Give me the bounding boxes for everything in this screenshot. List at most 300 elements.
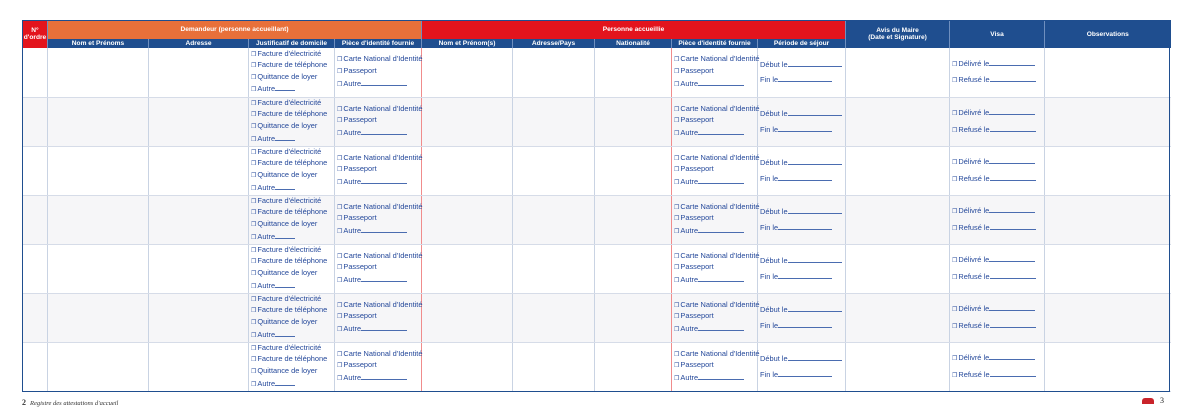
avis-maire-cell[interactable] (846, 48, 950, 97)
checkbox-icon[interactable]: ❐ (952, 159, 958, 166)
piece-accueillie-option-label: Autre (680, 225, 699, 235)
piece-demandeur-cell (335, 195, 422, 244)
piece-demandeur-option-label: Passeport (343, 164, 377, 174)
checkbox-icon[interactable]: ❐ (337, 155, 343, 162)
nom-prenom-accueillie-cell[interactable] (422, 293, 513, 342)
nom-prenom-accueillie-cell[interactable] (422, 342, 513, 391)
piece-demandeur-other-line[interactable] (361, 176, 407, 184)
table-row (23, 195, 1171, 244)
justificatif-option (249, 60, 334, 72)
avis-maire-cell[interactable] (846, 293, 950, 342)
justificatif-cell (249, 48, 335, 97)
col-adresse: Adresse (149, 39, 249, 48)
checkbox-icon[interactable]: ❐ (337, 277, 343, 284)
checkbox-icon[interactable]: ❐ (337, 81, 343, 88)
justificatif-other-line[interactable] (275, 280, 295, 288)
visa-date-field[interactable] (990, 271, 1036, 279)
observations-cell[interactable] (1045, 146, 1171, 195)
checkbox-icon[interactable]: ❐ (952, 323, 958, 330)
piece-demandeur-other-line[interactable] (361, 127, 407, 135)
piece-accueillie-option (672, 152, 760, 165)
piece-accueillie-option-label: Carte National d'Identité (680, 54, 760, 64)
piece-accueillie-option (672, 176, 757, 189)
piece-accueillie-option (672, 274, 757, 287)
nom-prenom-accueillie-cell[interactable] (422, 244, 513, 293)
periode-line (758, 222, 845, 234)
nom-prenoms-cell[interactable] (48, 244, 149, 293)
checkbox-icon[interactable]: ❐ (952, 78, 958, 85)
checkbox-icon[interactable]: ❐ (251, 210, 257, 217)
piece-demandeur-option (335, 225, 421, 238)
piece-accueillie-option-label: Passeport (680, 164, 714, 174)
visa-date-field[interactable] (989, 156, 1035, 164)
piece-accueillie-cell (672, 97, 758, 146)
piece-accueillie-other-line[interactable] (698, 372, 744, 380)
checkbox-icon[interactable]: ❐ (952, 225, 958, 232)
adresse-cell[interactable] (149, 195, 249, 244)
justificatif-cell (249, 146, 335, 195)
piece-accueillie-other-line[interactable] (698, 225, 744, 233)
nom-prenoms-cell[interactable] (48, 97, 149, 146)
checkbox-icon[interactable]: ❐ (674, 265, 680, 272)
piece-accueillie-option-label: Autre (680, 274, 699, 284)
periode-line (758, 304, 845, 316)
justificatif-option-label: Quittance de loyer (257, 121, 318, 130)
visa-date-field[interactable] (989, 352, 1035, 360)
adresse-cell[interactable] (149, 146, 249, 195)
adresse-pays-cell[interactable] (513, 48, 595, 97)
checkbox-icon[interactable]: ❐ (674, 216, 680, 223)
checkbox-icon[interactable]: ❐ (674, 57, 680, 64)
order-number-cell[interactable] (23, 48, 48, 97)
justificatif-option-label: Facture d'électricité (257, 293, 322, 303)
avis-maire-cell[interactable] (846, 342, 950, 391)
visa-date-field[interactable] (990, 222, 1036, 230)
justificatif-option-label: Autre (257, 329, 276, 339)
piece-demandeur-other-line[interactable] (361, 323, 407, 331)
justificatif-option (249, 231, 334, 244)
piece-accueillie-other-line[interactable] (698, 176, 744, 184)
nom-prenoms-cell[interactable] (48, 146, 149, 195)
checkbox-icon[interactable]: ❐ (674, 81, 680, 88)
nationalite-cell[interactable] (595, 97, 672, 146)
justificatif-option (249, 317, 334, 329)
justificatif-option (249, 366, 334, 378)
piece-accueillie-other-line[interactable] (698, 78, 744, 86)
visa-line (950, 254, 1044, 267)
avis-maire-cell[interactable] (846, 244, 950, 293)
visa-cell (950, 97, 1045, 146)
piece-accueillie-option (672, 348, 760, 361)
nationalite-cell[interactable] (595, 244, 672, 293)
adresse-pays-cell[interactable] (513, 146, 595, 195)
checkbox-icon[interactable]: ❐ (251, 124, 257, 130)
accueillie-group-header: Personne accueillie (422, 20, 846, 39)
table-row (23, 244, 1171, 293)
piece-demandeur-other-line[interactable] (361, 372, 407, 380)
piece-demandeur-option (335, 349, 421, 361)
piece-accueillie-option-label: Carte National d'Identité (680, 201, 760, 211)
periode-date-field[interactable] (778, 74, 832, 82)
checkbox-icon[interactable]: ❐ (337, 179, 343, 186)
piece-demandeur-cell (335, 244, 422, 293)
checkbox-icon[interactable]: ❐ (251, 100, 257, 107)
checkbox-icon[interactable]: ❐ (674, 277, 680, 284)
checkbox-icon[interactable]: ❐ (674, 314, 680, 321)
checkbox-icon[interactable]: ❐ (251, 222, 257, 228)
periode-line (758, 369, 845, 381)
checkbox-icon[interactable]: ❐ (251, 308, 257, 315)
justificatif-option (249, 256, 334, 268)
adresse-cell[interactable] (149, 97, 249, 146)
piece-demandeur-option-label: Carte National d'Identité (343, 201, 423, 211)
nationalite-cell[interactable] (595, 293, 672, 342)
visa-header: Visa (950, 20, 1045, 48)
piece-accueillie-option (672, 54, 760, 66)
checkbox-icon[interactable]: ❐ (674, 68, 680, 75)
checkbox-icon[interactable]: ❐ (337, 363, 343, 370)
visa-date-field[interactable] (990, 74, 1036, 82)
visa-date-field[interactable] (990, 320, 1036, 328)
piece-accueillie-option (672, 311, 757, 323)
visa-label: Délivré le (958, 156, 990, 166)
nom-prenom-accueillie-cell[interactable] (422, 146, 513, 195)
checkbox-icon[interactable]: ❐ (337, 106, 343, 113)
piece-demandeur-option-label: Passeport (343, 213, 377, 223)
visa-cell (950, 293, 1045, 342)
register-table (22, 20, 1171, 392)
col-justificatif: Justificatif de domicile (249, 39, 335, 48)
periode-label: Début le (760, 255, 788, 265)
checkbox-icon[interactable]: ❐ (251, 161, 257, 168)
checkbox-icon[interactable]: ❐ (251, 51, 257, 58)
periode-label: Début le (760, 206, 788, 216)
visa-date-field[interactable] (989, 254, 1035, 262)
checkbox-icon[interactable]: ❐ (674, 253, 680, 260)
visa-cell (950, 244, 1045, 293)
periode-date-field[interactable] (788, 108, 842, 116)
piece-demandeur-other-line[interactable] (361, 78, 407, 86)
checkbox-icon[interactable]: ❐ (337, 118, 343, 125)
justificatif-option (249, 343, 334, 355)
piece-demandeur-option (335, 360, 421, 372)
visa-date-field[interactable] (990, 369, 1036, 377)
visa-date-field[interactable] (989, 107, 1035, 115)
checkbox-icon[interactable]: ❐ (251, 296, 257, 303)
checkbox-icon[interactable]: ❐ (337, 351, 343, 358)
piece-accueillie-option-label: Autre (680, 78, 699, 88)
piece-demandeur-other-line[interactable] (361, 225, 407, 233)
piece-accueillie-option-label: Autre (680, 127, 699, 137)
periode-date-field[interactable] (788, 206, 842, 214)
piece-accueillie-option (672, 103, 760, 116)
order-number-cell[interactable] (23, 195, 48, 244)
nationalite-cell[interactable] (595, 48, 672, 97)
periode-date-field[interactable] (778, 173, 832, 181)
checkbox-icon[interactable]: ❐ (952, 61, 958, 68)
justificatif-cell (249, 342, 335, 391)
checkbox-icon[interactable]: ❐ (674, 179, 680, 186)
periode-date-field[interactable] (778, 124, 832, 132)
col-piece-accueillie: Pièce d'identité fournie (672, 39, 758, 48)
nationalite-cell[interactable] (595, 195, 672, 244)
checkbox-icon[interactable]: ❐ (952, 257, 958, 264)
justificatif-option-label: Quittance de loyer (257, 170, 318, 179)
justificatif-option (249, 207, 334, 219)
checkbox-icon[interactable]: ❐ (337, 265, 343, 272)
avis-maire-cell[interactable] (846, 195, 950, 244)
checkbox-icon[interactable]: ❐ (251, 271, 257, 277)
order-number-cell[interactable] (23, 97, 48, 146)
visa-label: Délivré le (958, 352, 990, 362)
order-number-cell[interactable] (23, 293, 48, 342)
periode-cell (758, 293, 846, 342)
checkbox-icon[interactable]: ❐ (337, 375, 343, 382)
visa-date-field[interactable] (989, 205, 1035, 213)
checkbox-icon[interactable]: ❐ (337, 326, 343, 333)
checkbox-icon[interactable]: ❐ (337, 302, 343, 309)
checkbox-icon[interactable]: ❐ (674, 118, 680, 125)
checkbox-icon[interactable]: ❐ (251, 149, 257, 156)
checkbox-icon[interactable]: ❐ (952, 208, 958, 215)
periode-date-field[interactable] (788, 59, 842, 67)
nom-prenom-accueillie-cell[interactable] (422, 48, 513, 97)
piece-accueillie-cell (672, 146, 758, 195)
checkbox-icon[interactable]: ❐ (952, 355, 958, 362)
piece-accueillie-option-label: Autre (680, 372, 699, 382)
checkbox-icon[interactable]: ❐ (674, 302, 680, 309)
periode-label: Début le (760, 108, 788, 118)
visa-line (950, 124, 1044, 137)
footer-right (1142, 396, 1164, 405)
visa-line (950, 352, 1044, 365)
col-piece-demandeur: Pièce d'identité fournie (335, 39, 422, 48)
observations-cell[interactable] (1045, 97, 1171, 146)
checkbox-icon[interactable]: ❐ (952, 372, 958, 379)
checkbox-icon[interactable]: ❐ (952, 110, 958, 117)
nom-prenoms-cell[interactable] (48, 195, 149, 244)
piece-accueillie-option-label: Carte National d'Identité (680, 348, 760, 358)
justificatif-other-line[interactable] (275, 83, 295, 91)
checkbox-icon[interactable]: ❐ (251, 283, 257, 290)
visa-date-field[interactable] (989, 58, 1035, 66)
justificatif-other-line[interactable] (275, 133, 295, 141)
checkbox-icon[interactable]: ❐ (674, 130, 680, 137)
adresse-pays-cell[interactable] (513, 244, 595, 293)
checkbox-icon[interactable]: ❐ (251, 74, 257, 81)
checkbox-icon[interactable]: ❐ (674, 363, 680, 370)
periode-date-field[interactable] (778, 369, 832, 377)
nom-prenoms-cell[interactable] (48, 293, 149, 342)
periode-line (758, 124, 845, 136)
visa-line (950, 58, 1044, 71)
checkbox-icon[interactable]: ❐ (251, 357, 257, 364)
checkbox-icon[interactable]: ❐ (337, 57, 343, 64)
adresse-pays-cell[interactable] (513, 195, 595, 244)
adresse-pays-cell[interactable] (513, 293, 595, 342)
checkbox-icon[interactable]: ❐ (674, 167, 680, 174)
periode-date-field[interactable] (788, 353, 842, 361)
adresse-pays-cell[interactable] (513, 342, 595, 391)
visa-cell (950, 342, 1045, 391)
footer-left (22, 398, 118, 407)
piece-demandeur-option-label: Carte National d'Identité (343, 348, 423, 358)
visa-cell (950, 48, 1045, 97)
piece-demandeur-option-label: Passeport (343, 262, 377, 272)
justificatif-option-label: Quittance de loyer (257, 366, 318, 375)
justificatif-other-line[interactable] (275, 378, 295, 386)
justificatif-other-line[interactable] (275, 231, 295, 239)
checkbox-icon[interactable]: ❐ (674, 106, 680, 113)
piece-accueillie-option-label: Carte National d'Identité (680, 152, 760, 162)
checkbox-icon[interactable]: ❐ (337, 216, 343, 223)
checkbox-icon[interactable]: ❐ (251, 345, 257, 352)
checkbox-icon[interactable]: ❐ (251, 112, 257, 119)
order-number-cell[interactable] (23, 342, 48, 391)
checkbox-icon[interactable]: ❐ (251, 234, 257, 241)
checkbox-icon[interactable]: ❐ (674, 228, 680, 235)
observations-cell[interactable] (1045, 195, 1171, 244)
checkbox-icon[interactable]: ❐ (952, 306, 958, 313)
justificatif-option (249, 294, 334, 306)
periode-cell (758, 244, 846, 293)
periode-cell (758, 195, 846, 244)
justificatif-option-label: Autre (257, 84, 276, 94)
checkbox-icon[interactable]: ❐ (674, 155, 680, 162)
checkbox-icon[interactable]: ❐ (337, 253, 343, 260)
justificatif-other-line[interactable] (275, 329, 295, 337)
checkbox-icon[interactable]: ❐ (251, 247, 257, 254)
checkbox-icon[interactable]: ❐ (337, 167, 343, 174)
adresse-cell[interactable] (149, 293, 249, 342)
visa-label: Refusé le (958, 271, 990, 281)
justificatif-option-label: Facture de téléphone (257, 158, 328, 168)
checkbox-icon[interactable]: ❐ (337, 68, 343, 75)
periode-date-field[interactable] (778, 222, 832, 230)
periode-line (758, 59, 845, 71)
col-adresse-pays: Adresse/Pays (513, 39, 595, 48)
justificatif-cell (249, 195, 335, 244)
periode-date-field[interactable] (778, 271, 832, 279)
checkbox-icon[interactable]: ❐ (251, 185, 257, 192)
checkbox-icon[interactable]: ❐ (337, 228, 343, 235)
piece-demandeur-option (335, 202, 421, 214)
justificatif-option-label: Autre (257, 133, 276, 143)
checkbox-icon[interactable]: ❐ (337, 204, 343, 211)
nom-prenoms-cell[interactable] (48, 48, 149, 97)
table-row (23, 342, 1171, 391)
adresse-cell[interactable] (149, 48, 249, 97)
table-row (23, 293, 1171, 342)
nationalite-cell[interactable] (595, 342, 672, 391)
piece-demandeur-option (335, 54, 421, 66)
checkbox-icon[interactable]: ❐ (251, 332, 257, 339)
justificatif-option (249, 245, 334, 257)
checkbox-icon[interactable]: ❐ (337, 130, 343, 137)
checkbox-icon[interactable]: ❐ (674, 204, 680, 211)
visa-date-field[interactable] (990, 124, 1036, 132)
observations-cell[interactable] (1045, 244, 1171, 293)
checkbox-icon[interactable]: ❐ (251, 369, 257, 375)
checkbox-icon[interactable]: ❐ (952, 274, 958, 281)
periode-line (758, 255, 845, 267)
adresse-cell[interactable] (149, 342, 249, 391)
checkbox-icon[interactable]: ❐ (251, 63, 257, 70)
visa-date-field[interactable] (989, 303, 1035, 311)
col-periode: Période de séjour (758, 39, 846, 48)
adresse-cell[interactable] (149, 244, 249, 293)
justificatif-option-label: Facture d'électricité (257, 48, 322, 58)
justificatif-other-line[interactable] (275, 182, 295, 190)
piece-accueillie-other-line[interactable] (698, 127, 744, 135)
visa-date-field[interactable] (990, 173, 1036, 181)
checkbox-icon[interactable]: ❐ (251, 381, 257, 388)
checkbox-icon[interactable]: ❐ (337, 314, 343, 321)
periode-date-field[interactable] (778, 320, 832, 328)
checkbox-icon[interactable]: ❐ (251, 87, 257, 94)
piece-demandeur-other-line[interactable] (361, 274, 407, 282)
justificatif-option-label: Facture de téléphone (257, 109, 328, 119)
checkbox-icon[interactable]: ❐ (952, 176, 958, 183)
checkbox-icon[interactable]: ❐ (674, 375, 680, 382)
order-number-cell[interactable] (23, 244, 48, 293)
periode-date-field[interactable] (788, 304, 842, 312)
piece-accueillie-option-label: Carte National d'Identité (680, 250, 760, 260)
avis-maire-cell[interactable] (846, 97, 950, 146)
checkbox-icon[interactable]: ❐ (251, 259, 257, 266)
justificatif-option-label: Autre (257, 231, 276, 241)
justificatif-option-label: Facture de téléphone (257, 354, 328, 364)
piece-demandeur-option (335, 176, 421, 189)
checkbox-icon[interactable]: ❐ (674, 326, 680, 333)
observations-cell[interactable] (1045, 48, 1171, 97)
piece-accueillie-option (672, 225, 757, 238)
order-number-cell[interactable] (23, 146, 48, 195)
piece-accueillie-other-line[interactable] (698, 323, 744, 331)
piece-demandeur-option-label: Carte National d'Identité (343, 54, 423, 64)
visa-line (950, 74, 1044, 87)
piece-accueillie-other-line[interactable] (698, 274, 744, 282)
visa-line (950, 369, 1044, 382)
observations-cell[interactable] (1045, 342, 1171, 391)
nom-prenom-accueillie-cell[interactable] (422, 195, 513, 244)
visa-label: Délivré le (958, 107, 990, 117)
checkbox-icon[interactable]: ❐ (251, 198, 257, 205)
checkbox-icon[interactable]: ❐ (251, 320, 257, 326)
checkbox-icon[interactable]: ❐ (251, 173, 257, 179)
periode-date-field[interactable] (788, 255, 842, 263)
piece-accueillie-option-label: Passeport (680, 262, 714, 272)
piece-demandeur-option-label: Autre (343, 127, 362, 137)
periode-label: Début le (760, 353, 788, 363)
periode-date-field[interactable] (788, 157, 842, 165)
avis-maire-cell[interactable] (846, 146, 950, 195)
piece-demandeur-option-label: Carte National d'Identité (343, 299, 423, 309)
piece-demandeur-option (335, 262, 421, 274)
piece-demandeur-option-label: Autre (343, 323, 362, 333)
nom-prenom-accueillie-cell[interactable] (422, 97, 513, 146)
nom-prenoms-cell[interactable] (48, 342, 149, 391)
periode-line (758, 108, 845, 120)
nationalite-cell[interactable] (595, 146, 672, 195)
observations-cell[interactable] (1045, 293, 1171, 342)
checkbox-icon[interactable]: ❐ (251, 136, 257, 143)
periode-label: Début le (760, 304, 788, 314)
checkbox-icon[interactable]: ❐ (674, 351, 680, 358)
adresse-pays-cell[interactable] (513, 97, 595, 146)
periode-line (758, 157, 845, 169)
checkbox-icon[interactable]: ❐ (952, 127, 958, 134)
